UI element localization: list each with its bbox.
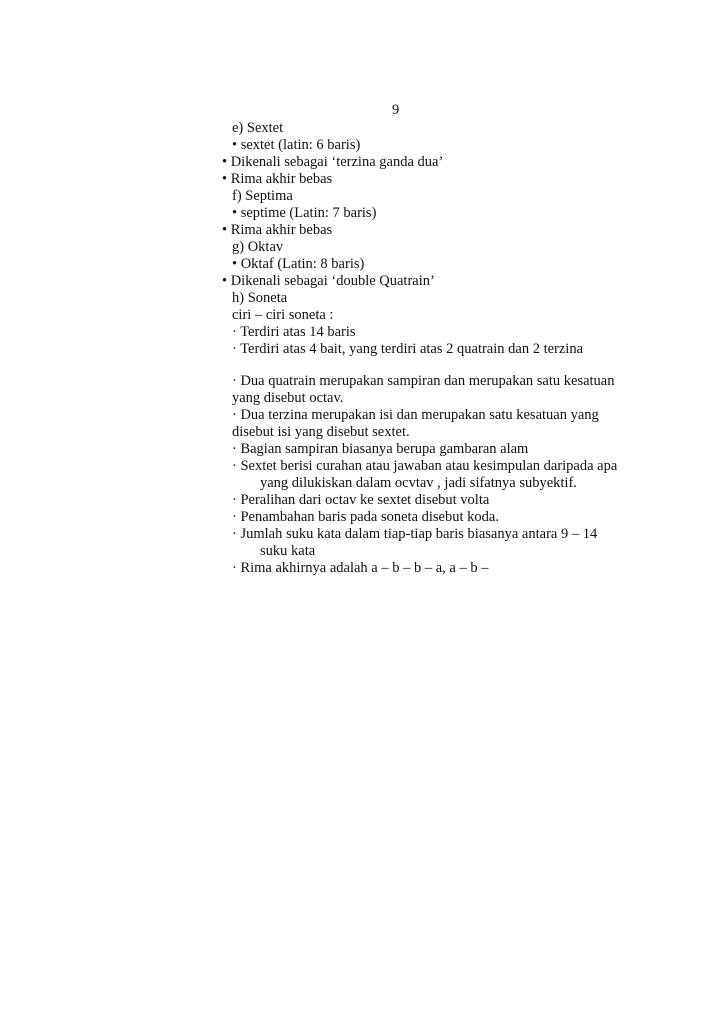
text-line: suku kata	[260, 543, 316, 559]
text-line: yang disebut octav.	[232, 390, 344, 406]
text-line: • septime (Latin: 7 baris)	[232, 205, 377, 221]
text-line: • Rima akhir bebas	[222, 171, 333, 187]
text-line: · Dua terzina merupakan isi dan merupakan satu kesatuan yang	[232, 407, 599, 423]
text-line: e) Sextet	[232, 120, 284, 136]
text-line: · Sextet berisi curahan atau jawaban atau kesimpulan daripada apa	[232, 458, 618, 474]
text-line: · Peralihan dari octav ke sextet disebut volta	[232, 492, 490, 508]
text-line: • Rima akhir bebas	[222, 222, 333, 238]
text-line: h) Soneta	[232, 290, 288, 306]
text-line: yang dilukiskan dalam ocvtav , jadi sifatnya subyektif.	[260, 475, 577, 491]
text-line: • Dikenali sebagai ‘double Quatrain’	[222, 273, 435, 289]
text-line: · Terdiri atas 14 baris	[232, 324, 356, 340]
text-line: · Penambahan baris pada soneta disebut koda.	[232, 509, 499, 525]
text-line: ciri – ciri soneta :	[232, 307, 334, 323]
text-line: · Rima akhirnya adalah a – b – b – a, a – b –	[232, 560, 489, 576]
text-line: · Bagian sampiran biasanya berupa gambaran alam	[232, 441, 529, 457]
text-line: • sextet (latin: 6 baris)	[232, 137, 361, 153]
text-line: · Jumlah suku kata dalam tiap-tiap baris biasanya antara 9 – 14	[232, 526, 598, 542]
text-line: g) Oktav	[232, 239, 284, 255]
text-line: • Oktaf (Latin: 8 baris)	[232, 256, 365, 272]
paragraph-gap	[222, 358, 702, 373]
text-line: f) Septima	[232, 188, 293, 204]
text-line: • Dikenali sebagai ‘terzina ganda dua’	[222, 154, 444, 170]
page-number: 9	[392, 102, 400, 118]
text-line: disebut isi yang disebut sextet.	[232, 424, 410, 440]
document-body	[222, 120, 702, 577]
text-line: · Terdiri atas 4 bait, yang terdiri atas 2 quatrain dan 2 terzina	[232, 341, 584, 357]
text-line: · Dua quatrain merupakan sampiran dan merupakan satu kesatuan	[232, 373, 615, 389]
